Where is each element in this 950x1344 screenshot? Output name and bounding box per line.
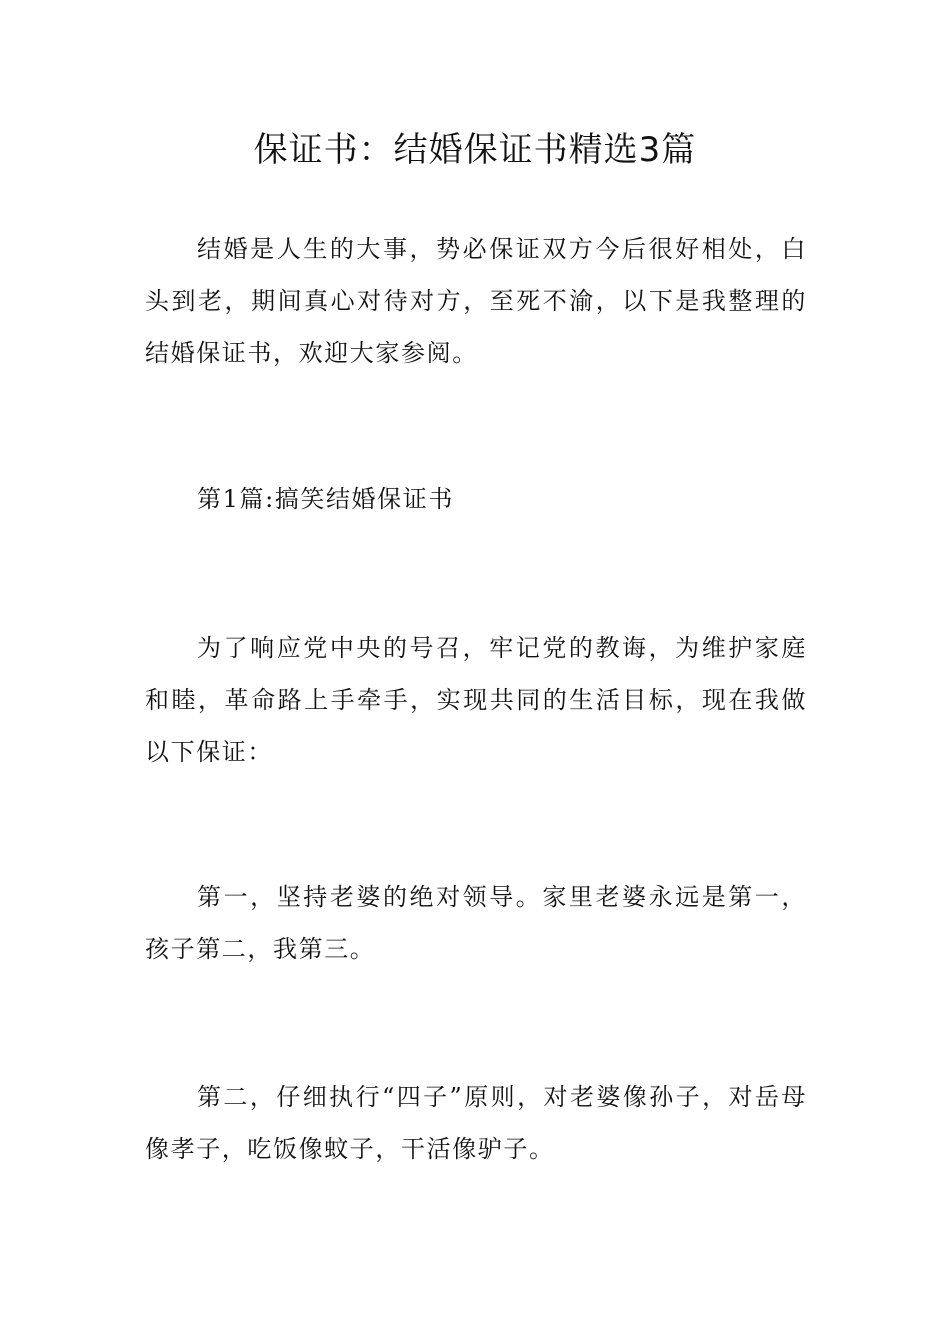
document-title: 保证书：结婚保证书精选3篇 (253, 130, 697, 170)
intro-paragraph: 结婚是人生的大事，势必保证双方今后很好相处，白头到老，期间真心对待对方，至死不渝，以下是我整理的结婚保证书，欢迎大家参阅。 (145, 235, 807, 367)
body-paragraph: 为了响应党中央的号召，牢记党的教诲，为维护家庭和睦，革命路上手牵手，实现共同的生活目标，现在我做以下保证： (145, 634, 807, 766)
section-heading: 第1篇:搞笑结婚保证书 (197, 485, 454, 513)
body-paragraph: 第二，仔细执行“四子”原则，对老婆像孙子，对岳母像孝子，吃饭像蚊子，干活像驴子。 (145, 1083, 807, 1163)
body-paragraph: 第一，坚持老婆的绝对领导。家里老婆永远是第一，孩子第二，我第三。 (145, 883, 807, 963)
